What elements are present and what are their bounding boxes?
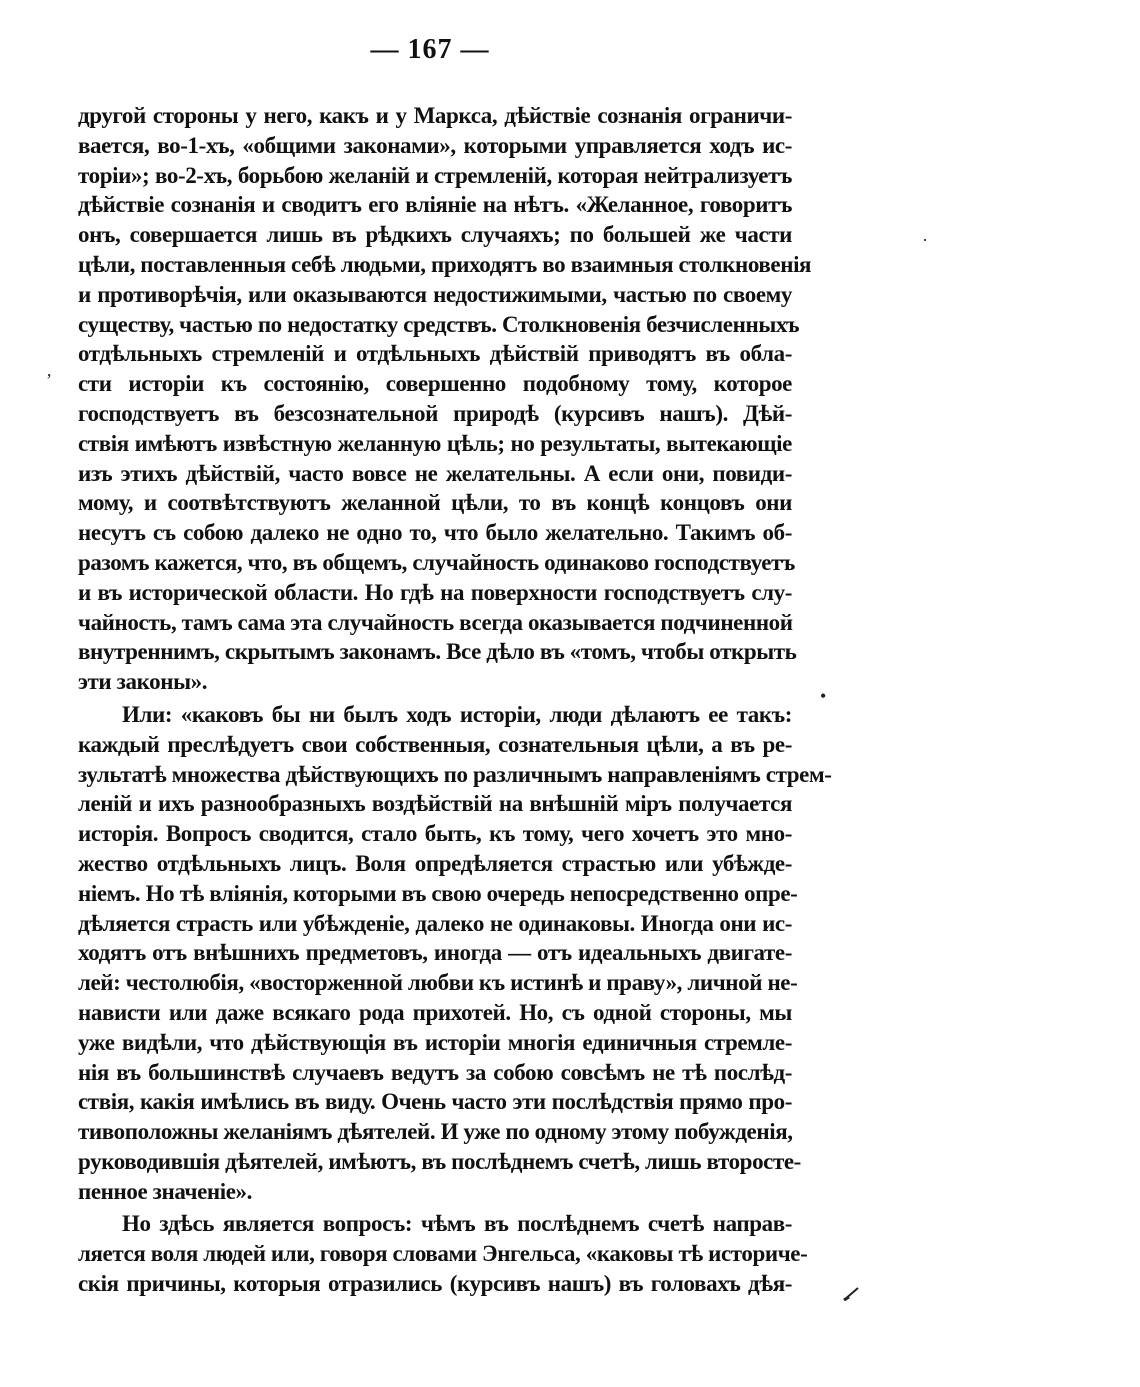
margin-pen-stroke	[842, 1284, 862, 1304]
text-line: пенное значеніе».	[78, 1178, 252, 1204]
text-line: цѣли, поставленныя себѣ людьми, приходятъ во взаимныя столкновенія	[78, 251, 812, 277]
text-line: внутреннимъ, скрытымъ законамъ. Все дѣло въ «томъ, чтобы открыть	[78, 639, 797, 665]
page-text	[78, 101, 832, 1299]
margin-tick-mark: ʼ	[46, 370, 52, 390]
text-line: онъ, совершается лишь въ рѣдкихъ случаяхъ; по большей же части	[78, 222, 792, 248]
text-line: руководившія дѣятелей, имѣютъ, въ послѣднемъ счетѣ, лишь второсте-	[78, 1148, 801, 1174]
text-line: лей: честолюбія, «восторженной любви къ истинѣ и праву», личной не-	[78, 970, 798, 996]
text-line: жество отдѣльныхъ лицъ. Воля опредѣляется страстью или убѣжде-	[78, 850, 792, 876]
text-line: дѣляется страсть или убѣжденіе, далеко не одинаковы. Иногда они ис-	[78, 910, 792, 936]
text-line: скія причины, которыя отразились (курсивъ нашъ) въ головахъ дѣя-	[78, 1271, 792, 1297]
text-line: изъ этихъ дѣйствій, часто вовсе не желательны. А если они, повиди-	[78, 460, 792, 486]
paragraph-3	[78, 1209, 808, 1298]
text-line: леній и ихъ разнообразныхъ воздѣйствій на внѣшній міръ получается	[78, 791, 792, 817]
text-line: уже видѣли, что дѣйствующія въ исторіи многія единичныя стремле-	[78, 1029, 792, 1055]
text-line: эти законы».	[78, 669, 208, 695]
text-line: и въ исторической области. Но гдѣ на поверхности господствуетъ слу-	[78, 579, 792, 605]
paragraph-2	[78, 700, 832, 1207]
text-line: ствія, какія имѣлись въ виду. Очень часто эти послѣдствія прямо про-	[78, 1089, 792, 1115]
text-line: ходятъ отъ внѣшнихъ предметовъ, иногда — отъ идеальныхъ двигате-	[78, 940, 792, 966]
paragraph-1	[78, 101, 812, 697]
text-line: дѣйствіе сознанія и сводитъ его вліяніе на нѣтъ. «Желанное, говоритъ	[78, 192, 792, 218]
text-line: другой стороны у него, какъ и у Маркса, дѣйствіе сознанія ограничи-	[78, 103, 792, 128]
text-line: нависти или даже всякаго рода прихотей. Но, съ одной стороны, мы	[78, 999, 792, 1025]
text-line: разомъ кажется, что, въ общемъ, случайность одинаково господствуетъ	[78, 549, 795, 575]
page-number: — 167 —	[370, 34, 490, 65]
text-line: сти исторіи къ состоянію, совершенно подобному тому, которое	[78, 371, 792, 397]
text-line: мому, и соотвѣтствуютъ желанной цѣли, то въ концѣ концовъ они	[78, 490, 792, 516]
text-line: господствуетъ въ безсознательной природѣ (курсивъ нашъ). Дѣй-	[78, 400, 792, 426]
text-line: каждый преслѣдуетъ свои собственныя, сознательныя цѣли, а въ ре-	[78, 731, 792, 757]
text-line: торіи»; во-2-хъ, борьбою желаній и стремленій, которая нейтрализуетъ	[78, 162, 792, 188]
text-line: исторія. Вопросъ сводится, стало быть, къ тому, чего хочетъ это мно-	[78, 821, 792, 847]
text-line: нія въ большинствѣ случаевъ ведутъ за собою совсѣмъ не тѣ послѣд-	[78, 1059, 792, 1085]
text-line: ляется воля людей или, говоря словами Энгельса, «каковы тѣ историче-	[78, 1241, 808, 1267]
text-line: Или: «каковъ бы ни былъ ходъ исторіи, люди дѣлаютъ ее такъ:	[122, 701, 792, 727]
text-line: зультатѣ множества дѣйствующихъ по различнымъ направленіямъ стрем-	[78, 761, 832, 787]
text-line: несутъ съ собою далеко не одно то, что было желательно. Такимъ об-	[78, 520, 792, 546]
text-line: вается, во-1-хъ, «общими законами», которыми управляется ходъ ис-	[78, 132, 792, 158]
text-line: Но здѣсь является вопросъ: чѣмъ въ послѣднемъ счетѣ направ-	[122, 1211, 792, 1237]
text-line: существу, частью по недостатку средствъ. Столкновенія безчисленныхъ	[78, 311, 800, 337]
text-line: ніемъ. Но тѣ вліянія, которыми въ свою очередь непосредственно опре-	[78, 880, 798, 906]
margin-dot-mark: ·	[922, 230, 928, 250]
text-line: чайность, тамъ сама эта случайность всегда оказывается подчиненной	[78, 609, 793, 635]
text-line: и противорѣчія, или оказываются недостижимыми, частью по своему	[78, 281, 792, 307]
margin-dot-mark-2: •	[820, 686, 827, 706]
text-line: тивоположны желаніямъ дѣятелей. И уже по одному этому побужденія,	[78, 1119, 793, 1145]
text-line: отдѣльныхъ стремленій и отдѣльныхъ дѣйствій приводятъ въ обла-	[78, 341, 792, 367]
text-line: ствія имѣютъ извѣстную желанную цѣль; но результаты, вытекающіе	[78, 430, 792, 456]
